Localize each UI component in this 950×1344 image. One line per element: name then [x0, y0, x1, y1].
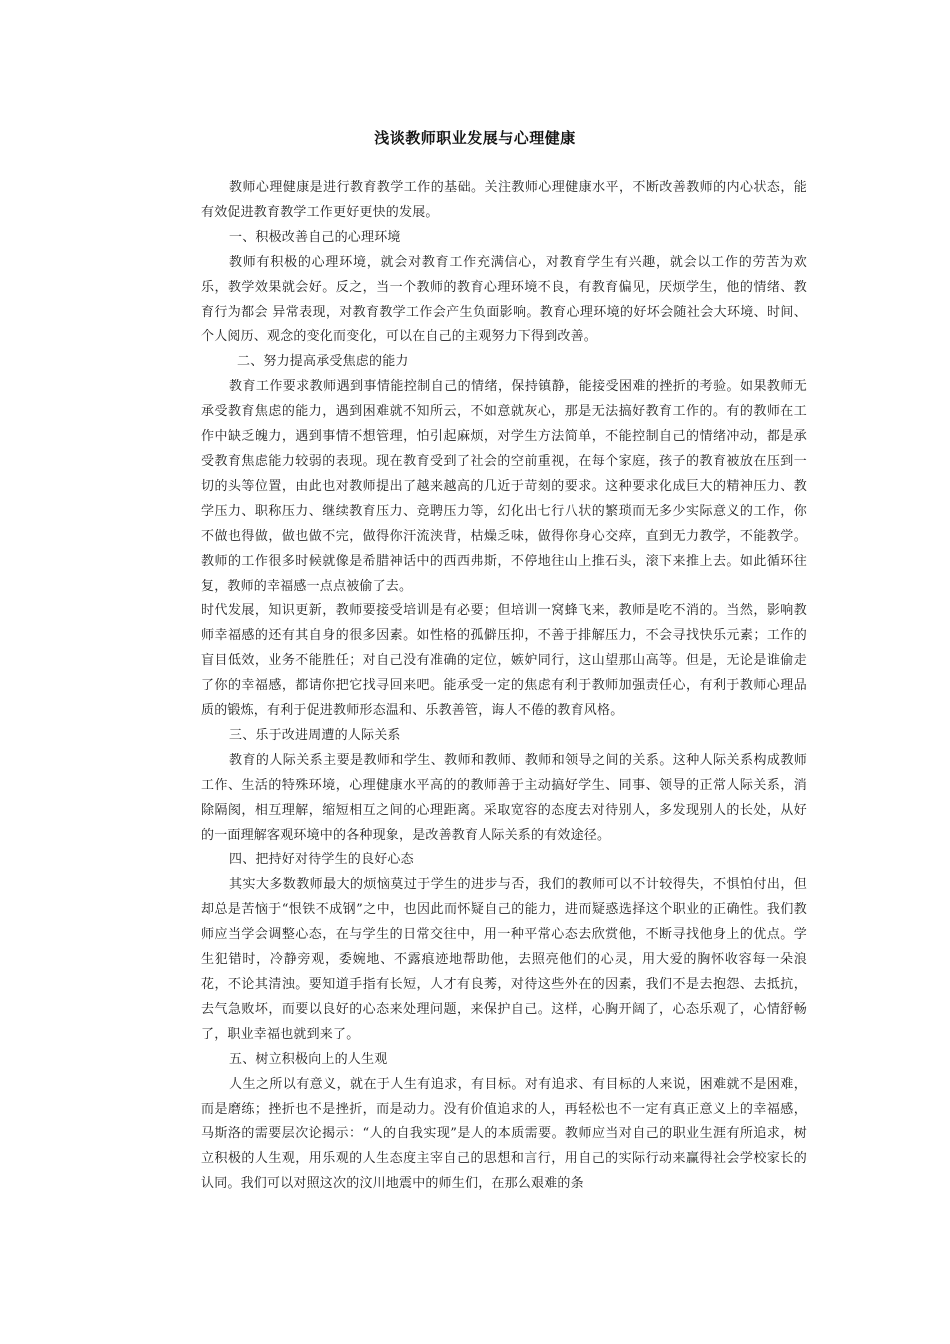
- document-title: 浅谈教师职业发展与心理健康: [374, 129, 576, 147]
- section-heading-2: 二、努力提高承受焦虑的能力: [237, 354, 409, 370]
- body-paragraph: 教育工作要求教师遇到事情能控制自己的情绪，保持镇静，能接受困难的挫折的考验。如果教师无承受教育焦虑的能力，遇到困难就不知所云，不如意就灰心，那是无法搞好教育工作的。有的教师在工作中缺乏魄力，遇到事情不想管理，怕引起麻烦，对学生方法简单，不能控制自己的情绪冲动，都是承受教育焦虑能力较弱的表现。现在教育受到了社会的空前重视，在每个家庭，孩子的教育被放在压到一切的头等位置，由此也对教师提出了越来越高的几近于苛刻的要求。这种要求化成巨大的精神压力、教学压力、职称压力、继续教育压力、竞聘压力等，幻化出七行八状的繁琐而无多少实际意义的工作，你不做也得做，做也做不完，做得你汗流浃背，枯燥乏味，做得你身心交瘁，直到无力教学，不能教学。教师的工作很多时候就像是希腊神话中的西西弗斯，不停地往山上推石头，滚下来推上去。如此循环往复，教师的幸福感一点点被偷了去。: [201, 379, 807, 594]
- document-body: [201, 176, 807, 1197]
- intro-paragraph: 教师心理健康是进行教育教学工作的基础。关注教师心理健康水平，不断改善教师的内心状态，能有效促进教育教学工作更好更快的发展。: [201, 180, 807, 220]
- body-paragraph: 其实大多数教师最大的烦恼莫过于学生的进步与否，我们的教师可以不计较得失，不惧怕付出，但却总是苦恼于“恨铁不成钢”之中，也因此而怀疑自己的能力，进而疑惑选择这个职业的正确性。我们教师应当学会调整心态，在与学生的日常交往中，用一种平常心态去欣赏他，不断寻找他身上的优点。学生犯错时，冷静旁观，委婉地、不露痕迹地帮助他，去照亮他们的心灵，用大爱的胸怀收容每一朵浪花，不论其清浊。要知道手指有长短，人才有良莠，对待这些外在的因素，我们不是去抱怨、去抵抗，去气急败坏，而要以良好的心态来处理问题，来保护自己。这样，心胸开阔了，心态乐观了，心情舒畅了，职业幸福也就到来了。: [201, 877, 807, 1042]
- body-paragraph: 时代发展，知识更新，教师要接受培训是有必要；但培训一窝蜂飞来，教师是吃不消的。当然，影响教师幸福感的还有其自身的很多因素。如性格的孤僻压抑，不善于排解压力，不会寻找快乐元素；工作的盲目低效，业务不能胜任；对自己没有准确的定位，嫉妒同行，这山望那山高等。但是，无论是谁偷走了你的幸福感，都请你把它找寻回来吧。能承受一定的焦虑有利于教师加强责任心，有利于教师心理品质的锻炼，有利于促进教师形态温和、乐教善管，诲人不倦的教育风格。: [201, 603, 807, 719]
- body-paragraph: 教育的人际关系主要是教师和学生、教师和教师、教师和领导之间的关系。这种人际关系构成教师工作、生活的特殊环境，心理健康水平高的的教师善于主动搞好学生、同事、领导的正常人际关系，消除隔阂，相互理解，缩短相互之间的心理距离。采取宽容的态度去对待别人，多发现别人的长处，从好的一面理解客观环境中的各种现象，是改善教育人际关系的有效途径。: [201, 752, 807, 843]
- body-paragraph: 教师有积极的心理环境，就会对教育工作充满信心，对教育学生有兴趣，就会以工作的劳苦为欢乐，教学效果就会好。反之，当一个教师的教育心理环境不良，有教育偏见，厌烦学生，他的情绪、教育行为都会 异常表现，对教育教学工作会产生负面影响。教育心理环境的好坏会随社会大环境、时间、个人阅历、观念的变化而变化，可以在自己的主观努力下得到改善。: [201, 254, 807, 345]
- section-heading-3: 三、乐于改进周遭的人际关系: [229, 727, 401, 743]
- section-heading-5: 五、树立积极向上的人生观: [229, 1051, 388, 1067]
- section-heading-4: 四、把持好对待学生的良好心态: [229, 852, 414, 868]
- body-paragraph: 人生之所以有意义，就在于人生有追求，有目标。对有追求、有目标的人来说，困难就不是困难，而是磨练；挫折也不是挫折，而是动力。没有价值追求的人，再轻松也不一定有真正意义上的幸福感，马斯洛的需要层次论揭示：“人的自我实现”是人的本质需要。教师应当对自己的职业生涯有所追求，树立积极的人生观，用乐观的人生态度主宰自己的思想和言行，用自己的实际行动来赢得社会学校家长的认同。我们可以对照这次的汶川地震中的师生们，在那么艰难的条: [201, 1076, 807, 1192]
- section-heading-1: 一、积极改善自己的心理环境: [229, 229, 401, 245]
